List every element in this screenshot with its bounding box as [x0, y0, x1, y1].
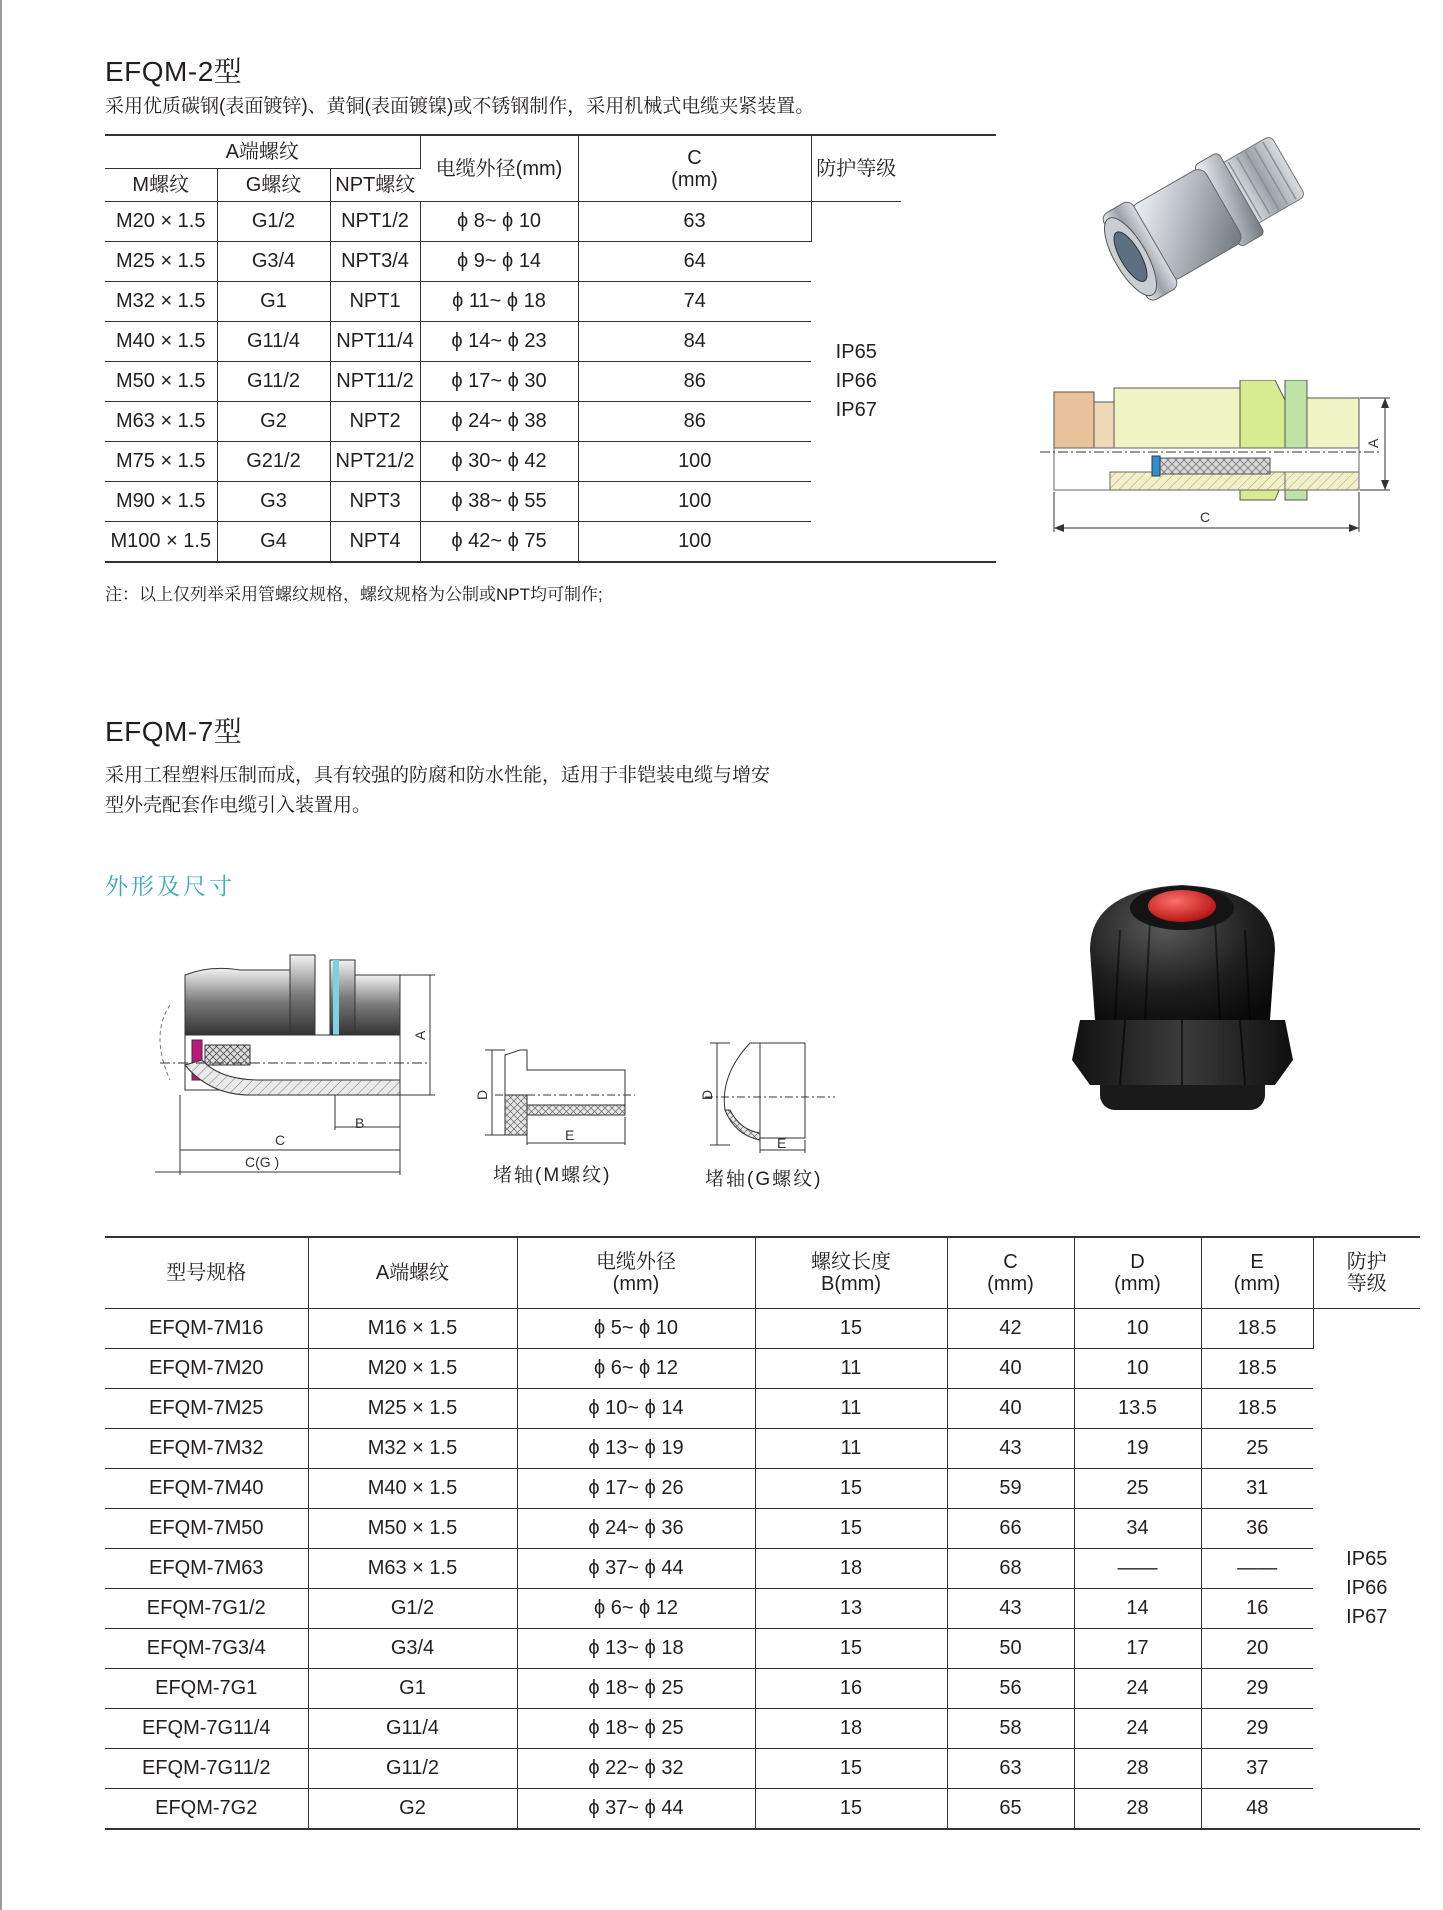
cell-a: G1: [308, 1669, 517, 1709]
table-row: [105, 1669, 1420, 1709]
cell-a: M32 × 1.5: [308, 1429, 517, 1469]
cell-od: ϕ 24~ ϕ 36: [517, 1509, 755, 1549]
header-a-thread: A端螺纹: [105, 135, 420, 169]
table-row: [105, 1309, 1420, 1349]
plug-g-caption: 堵轴(G螺纹): [705, 1169, 823, 1190]
cell-c: 86: [578, 362, 811, 402]
ip-rating: IP66: [835, 370, 877, 392]
cell-c: 100: [578, 442, 811, 482]
table-row: [105, 1549, 1420, 1589]
cell-npt: NPT1: [330, 282, 420, 322]
cell-model: EFQM-7M40: [105, 1469, 308, 1509]
efqm7-description: 采用工程塑料压制而成，具有较强的防腐和防水性能，适用于非铠装电缆与增安 型外壳配套作电缆引入装置用。: [105, 765, 771, 816]
cell-od: ϕ 18~ ϕ 25: [517, 1709, 755, 1749]
cell-protection: [811, 202, 901, 563]
cell-od: ϕ 5~ ϕ 10: [517, 1309, 755, 1349]
cell-c: 63: [578, 202, 811, 242]
cell-od: ϕ 10~ ϕ 14: [517, 1389, 755, 1429]
cell-od: ϕ 11~ ϕ 18: [420, 282, 578, 322]
cell-od: ϕ 13~ ϕ 18: [517, 1629, 755, 1669]
cell-e: 16: [1201, 1589, 1313, 1629]
header-c-7: C (mm): [947, 1237, 1074, 1309]
cell-od: ϕ 8~ ϕ 10: [420, 202, 578, 242]
ip-rating: IP67: [835, 399, 877, 421]
cell-d: 17: [1074, 1629, 1201, 1669]
cell-c: 63: [947, 1749, 1074, 1789]
header-protection: 防护等级: [811, 135, 901, 202]
cell-npt: NPT4: [330, 522, 420, 563]
cell-od: ϕ 17~ ϕ 26: [517, 1469, 755, 1509]
cell-od: ϕ 14~ ϕ 23: [420, 322, 578, 362]
cell-g: G3/4: [217, 242, 330, 282]
cell-d: 24: [1074, 1669, 1201, 1709]
efqm7-dim-a: A: [412, 1030, 428, 1040]
cell-e: 29: [1201, 1709, 1313, 1749]
plug-m-dim-d: D: [474, 1089, 490, 1100]
cell-od: ϕ 42~ ϕ 75: [420, 522, 578, 563]
cell-npt: NPT1/2: [330, 202, 420, 242]
cell-b: 13: [755, 1589, 947, 1629]
cell-od: ϕ 37~ ϕ 44: [517, 1789, 755, 1830]
cell-d: 10: [1074, 1349, 1201, 1389]
cell-m: M32 × 1.5: [105, 282, 217, 322]
efqm7-product-photo: [1065, 870, 1300, 1130]
header-cable-od-7: 电缆外径 (mm): [517, 1237, 755, 1309]
cell-d: 28: [1074, 1749, 1201, 1789]
cell-a: M20 × 1.5: [308, 1349, 517, 1389]
cell-e: 18.5: [1201, 1309, 1313, 1349]
cell-a: M40 × 1.5: [308, 1469, 517, 1509]
cell-d: 14: [1074, 1589, 1201, 1629]
cell-e: 36: [1201, 1509, 1313, 1549]
cell-c: 58: [947, 1709, 1074, 1749]
cell-m: M20 × 1.5: [105, 202, 217, 242]
cell-od: ϕ 6~ ϕ 12: [517, 1589, 755, 1629]
cell-od: ϕ 38~ ϕ 55: [420, 482, 578, 522]
cell-c: 66: [947, 1509, 1074, 1549]
efqm2-note: 注：以上仅列举采用管螺纹规格，螺纹规格为公制或NPT均可制作;: [105, 585, 603, 604]
cell-b: 15: [755, 1749, 947, 1789]
cell-e: 48: [1201, 1789, 1313, 1830]
table-row: [105, 202, 996, 242]
cell-e: 18.5: [1201, 1389, 1313, 1429]
cell-od: ϕ 24~ ϕ 38: [420, 402, 578, 442]
efqm2-dim-a: A: [1365, 438, 1381, 448]
efqm7-dim-cg: C(G ): [245, 1154, 280, 1170]
ip-rating: IP66: [1346, 1577, 1388, 1599]
cell-od: ϕ 37~ ϕ 44: [517, 1549, 755, 1589]
cell-c: 68: [947, 1549, 1074, 1589]
cell-od: ϕ 13~ ϕ 19: [517, 1429, 755, 1469]
header-g-thread: G螺纹: [217, 169, 330, 202]
header-d: D (mm): [1074, 1237, 1201, 1309]
cell-e: 37: [1201, 1749, 1313, 1789]
cell-c: 64: [578, 242, 811, 282]
cell-b: 18: [755, 1549, 947, 1589]
efqm2-technical-drawing: [1040, 380, 1400, 550]
header-thread-length: 螺纹长度 B(mm): [755, 1237, 947, 1309]
table-row: [105, 1469, 1420, 1509]
plug-g-drawing: [695, 1035, 845, 1155]
table-row: [105, 1349, 1420, 1389]
cell-c: 100: [578, 522, 811, 563]
cell-m: M100 × 1.5: [105, 522, 217, 563]
cell-od: ϕ 17~ ϕ 30: [420, 362, 578, 402]
cell-e: 18.5: [1201, 1349, 1313, 1389]
cell-c: 40: [947, 1349, 1074, 1389]
cell-model: EFQM-7G2: [105, 1789, 308, 1830]
cell-b: 18: [755, 1709, 947, 1749]
cell-b: 15: [755, 1509, 947, 1549]
cell-d: 19: [1074, 1429, 1201, 1469]
cell-a: G11/2: [308, 1749, 517, 1789]
cell-c: 50: [947, 1629, 1074, 1669]
table-row: [105, 1789, 1420, 1830]
cell-model: EFQM-7G1: [105, 1669, 308, 1709]
cell-b: 11: [755, 1429, 947, 1469]
cell-model: EFQM-7M16: [105, 1309, 308, 1349]
cell-c: 86: [578, 402, 811, 442]
table-row: [105, 1709, 1420, 1749]
header-model: 型号规格: [105, 1237, 308, 1309]
cell-model: EFQM-7M25: [105, 1389, 308, 1429]
cell-c: 43: [947, 1589, 1074, 1629]
cell-d: 25: [1074, 1469, 1201, 1509]
table-row: [105, 1389, 1420, 1429]
cell-a: G11/4: [308, 1709, 517, 1749]
cell-e: ——: [1201, 1549, 1313, 1589]
efqm7-title: EFQM-7型: [105, 716, 243, 747]
cell-g: G21/2: [217, 442, 330, 482]
cell-g: G11/4: [217, 322, 330, 362]
cell-od: ϕ 30~ ϕ 42: [420, 442, 578, 482]
header-npt-thread: NPT螺纹: [330, 169, 420, 202]
efqm2-title: EFQM-2型: [105, 56, 243, 87]
efqm7-dim-b: B: [355, 1115, 365, 1131]
cell-e: 31: [1201, 1469, 1313, 1509]
cell-d: 10: [1074, 1309, 1201, 1349]
cell-c: 42: [947, 1309, 1074, 1349]
table-row: [105, 1429, 1420, 1469]
cell-g: G3: [217, 482, 330, 522]
cell-e: 25: [1201, 1429, 1313, 1469]
cell-m: M25 × 1.5: [105, 242, 217, 282]
cell-model: EFQM-7M63: [105, 1549, 308, 1589]
cell-m: M40 × 1.5: [105, 322, 217, 362]
cell-m: M63 × 1.5: [105, 402, 217, 442]
cell-a: M63 × 1.5: [308, 1549, 517, 1589]
cell-g: G1/2: [217, 202, 330, 242]
cell-d: ——: [1074, 1549, 1201, 1589]
cell-npt: NPT11/4: [330, 322, 420, 362]
cell-m: M50 × 1.5: [105, 362, 217, 402]
efqm7-spec-table: [105, 1236, 1420, 1830]
cell-b: 11: [755, 1349, 947, 1389]
cell-model: EFQM-7G1/2: [105, 1589, 308, 1629]
efqm7-dim-c: C: [275, 1132, 286, 1148]
header-a-thread-7: A端螺纹: [308, 1237, 517, 1309]
cell-d: 34: [1074, 1509, 1201, 1549]
cell-od: ϕ 6~ ϕ 12: [517, 1349, 755, 1389]
ip-rating: IP65: [1346, 1548, 1388, 1570]
cell-b: 15: [755, 1629, 947, 1669]
cell-od: ϕ 9~ ϕ 14: [420, 242, 578, 282]
efqm7-subtitle: 外形及尺寸: [105, 873, 235, 899]
cell-g: G11/2: [217, 362, 330, 402]
cell-model: EFQM-7M20: [105, 1349, 308, 1389]
cell-c: 43: [947, 1429, 1074, 1469]
cell-b: 16: [755, 1669, 947, 1709]
cell-c: 65: [947, 1789, 1074, 1830]
efqm2-product-photo: [1100, 95, 1360, 310]
cell-a: M25 × 1.5: [308, 1389, 517, 1429]
cell-npt: NPT11/2: [330, 362, 420, 402]
cell-npt: NPT2: [330, 402, 420, 442]
cell-npt: NPT3/4: [330, 242, 420, 282]
efqm2-description: 采用优质碳钢(表面镀锌)、黄铜(表面镀镍)或不锈钢制作，采用机械式电缆夹紧装置。: [105, 96, 815, 117]
cell-g: G2: [217, 402, 330, 442]
efqm2-spec-table: [105, 134, 996, 563]
cell-m: M75 × 1.5: [105, 442, 217, 482]
header-e: E (mm): [1201, 1237, 1313, 1309]
cell-a: M16 × 1.5: [308, 1309, 517, 1349]
cell-d: 24: [1074, 1709, 1201, 1749]
cell-c: 74: [578, 282, 811, 322]
table-row: [105, 1629, 1420, 1669]
efqm7-gland-drawing: [150, 945, 450, 1195]
cell-a: G2: [308, 1789, 517, 1830]
cell-c: 100: [578, 482, 811, 522]
cell-c: 40: [947, 1389, 1074, 1429]
cell-model: EFQM-7G11/2: [105, 1749, 308, 1789]
cell-model: EFQM-7G3/4: [105, 1629, 308, 1669]
cell-c: 59: [947, 1469, 1074, 1509]
page-left-edge: [0, 0, 2, 1910]
efqm2-dim-c: C: [1200, 509, 1211, 525]
cell-npt: NPT3: [330, 482, 420, 522]
table-row: [105, 1509, 1420, 1549]
cell-a: M50 × 1.5: [308, 1509, 517, 1549]
cell-d: 13.5: [1074, 1389, 1201, 1429]
cell-b: 11: [755, 1389, 947, 1429]
header-c: C (mm): [578, 135, 811, 202]
cell-g: G4: [217, 522, 330, 563]
ip-rating: IP67: [1346, 1606, 1388, 1628]
table-row: [105, 1749, 1420, 1789]
cell-od: ϕ 18~ ϕ 25: [517, 1669, 755, 1709]
cell-d: 28: [1074, 1789, 1201, 1830]
cell-model: EFQM-7M32: [105, 1429, 308, 1469]
plug-g-dim-e: E: [777, 1135, 787, 1151]
cell-m: M90 × 1.5: [105, 482, 217, 522]
cell-od: ϕ 22~ ϕ 32: [517, 1749, 755, 1789]
plug-m-drawing: [465, 1045, 635, 1155]
cell-b: 15: [755, 1789, 947, 1830]
plug-m-caption: 堵轴(M螺纹): [493, 1165, 612, 1186]
cell-npt: NPT21/2: [330, 442, 420, 482]
cell-g: G1: [217, 282, 330, 322]
ip-rating: IP65: [835, 341, 877, 363]
cell-e: 29: [1201, 1669, 1313, 1709]
cell-b: 15: [755, 1309, 947, 1349]
cell-model: EFQM-7M50: [105, 1509, 308, 1549]
plug-g-dim-d: D: [699, 1089, 715, 1100]
cell-b: 15: [755, 1469, 947, 1509]
cell-a: G1/2: [308, 1589, 517, 1629]
cell-c: 56: [947, 1669, 1074, 1709]
cell-a: G3/4: [308, 1629, 517, 1669]
cell-c: 84: [578, 322, 811, 362]
header-cable-od: 电缆外径(mm): [420, 135, 578, 202]
plug-m-dim-e: E: [565, 1127, 575, 1143]
cell-e: 20: [1201, 1629, 1313, 1669]
header-m-thread: M螺纹: [105, 169, 217, 202]
cell-protection: [1313, 1309, 1420, 1830]
header-protection-7: 防护 等级: [1313, 1237, 1420, 1309]
cell-model: EFQM-7G11/4: [105, 1709, 308, 1749]
table-row: [105, 1589, 1420, 1629]
